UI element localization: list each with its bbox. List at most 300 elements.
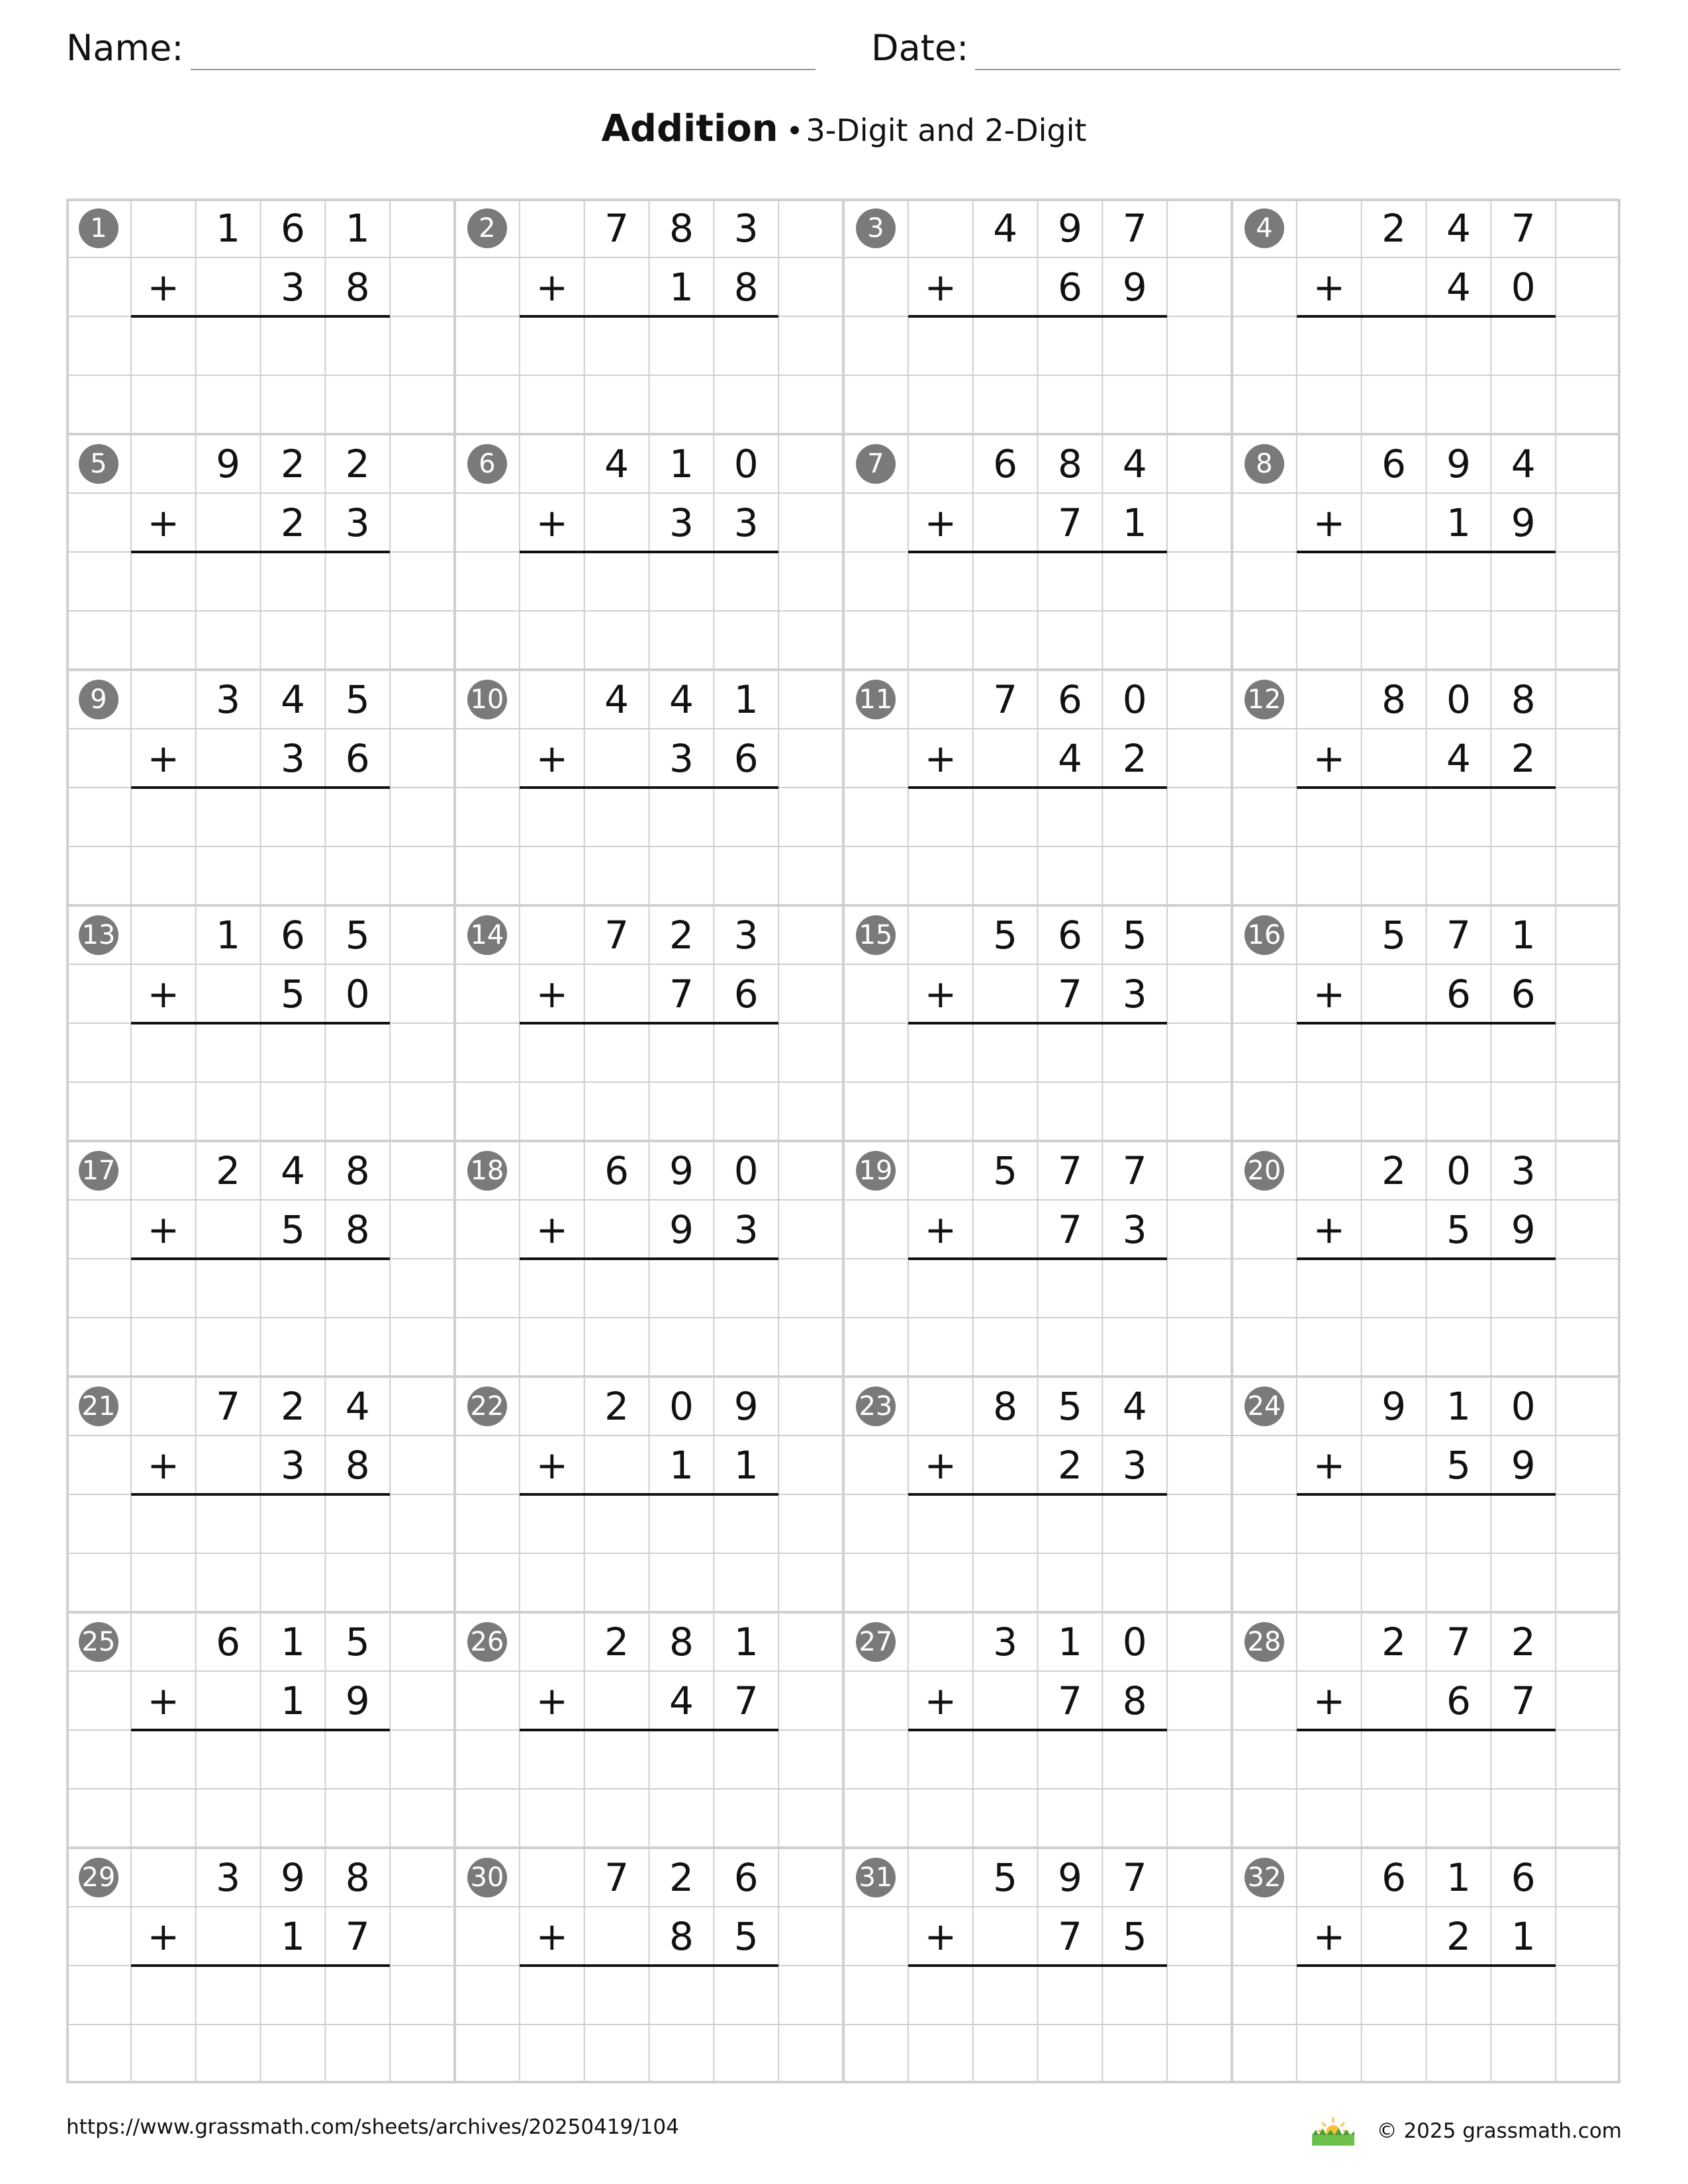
answer-cell[interactable] <box>196 316 261 375</box>
plus-sign: + <box>147 264 180 310</box>
addend-digit: 0 <box>1122 1619 1147 1664</box>
answer-cell[interactable] <box>585 1730 649 1789</box>
addend-digit: 4 <box>604 676 630 722</box>
answer-cell[interactable] <box>1491 316 1556 375</box>
addend-digit: 0 <box>1511 1383 1536 1429</box>
answer-cell[interactable] <box>1362 788 1427 846</box>
answer-cell[interactable] <box>1427 1966 1491 2025</box>
answer-cell[interactable] <box>1102 552 1167 611</box>
problem-number-badge: 27 <box>856 1622 896 1662</box>
problem-number-badge: 14 <box>467 915 507 955</box>
answer-cell[interactable] <box>1491 788 1556 846</box>
answer-cell[interactable] <box>520 1259 585 1318</box>
addend-digit: 2 <box>280 441 305 486</box>
addend-digit: 2 <box>1057 1442 1082 1488</box>
answer-cell[interactable] <box>1491 1494 1556 1553</box>
plus-sign: + <box>147 735 180 781</box>
answer-cell[interactable] <box>520 552 585 611</box>
answer-cell[interactable] <box>520 1730 585 1789</box>
addend-digit: 3 <box>1511 1148 1536 1193</box>
addend-digit: 4 <box>1057 735 1082 781</box>
title-subtitle: 3-Digit and 2-Digit <box>806 113 1087 148</box>
answer-cell[interactable] <box>1102 1259 1167 1318</box>
addend-digit: 1 <box>1446 500 1471 545</box>
addend-digit: 0 <box>1511 264 1536 310</box>
addend-digit: 7 <box>1057 1913 1082 1959</box>
addend-digit: 3 <box>1122 1442 1147 1488</box>
answer-cell[interactable] <box>973 1494 1038 1553</box>
addend-digit: 6 <box>604 1148 630 1193</box>
problem-number-badge: 28 <box>1244 1622 1284 1662</box>
addend-digit: 1 <box>669 441 694 486</box>
plus-sign: + <box>536 1913 569 1959</box>
answer-cell[interactable] <box>649 788 714 846</box>
addend-digit: 2 <box>604 1619 630 1664</box>
answer-cell[interactable] <box>196 1494 261 1553</box>
answer-cell[interactable] <box>520 788 585 846</box>
problem-number-badge: 18 <box>467 1151 507 1191</box>
addend-digit: 2 <box>216 1148 241 1193</box>
addend-digit: 9 <box>733 1383 759 1429</box>
answer-cell[interactable] <box>973 1259 1038 1318</box>
answer-cell[interactable] <box>649 1966 714 2025</box>
answer-cell[interactable] <box>261 316 326 375</box>
addend-digit: 8 <box>345 1854 370 1900</box>
answer-cell[interactable] <box>520 1023 585 1082</box>
answer-cell[interactable] <box>1038 1023 1103 1082</box>
answer-cell[interactable] <box>1362 316 1427 375</box>
answer-cell[interactable] <box>585 1023 649 1082</box>
worksheet-title <box>0 106 1688 161</box>
addend-digit: 6 <box>280 912 305 958</box>
addend-digit: 2 <box>1446 1913 1471 1959</box>
addend-digit: 6 <box>345 735 370 781</box>
answer-cell[interactable] <box>714 1966 778 2025</box>
answer-cell[interactable] <box>325 1730 390 1789</box>
addend-digit: 2 <box>1511 735 1536 781</box>
addend-digit: 3 <box>733 205 759 251</box>
answer-cell[interactable] <box>908 1494 973 1553</box>
addend-digit: 5 <box>1122 1913 1147 1959</box>
problem-number-badge: 8 <box>1244 444 1284 484</box>
addend-digit: 5 <box>993 1148 1018 1193</box>
problem-number-badge: 9 <box>79 680 118 719</box>
addend-digit: 7 <box>993 676 1018 722</box>
addend-digit: 5 <box>1382 912 1407 958</box>
addend-digit: 5 <box>1446 1206 1471 1252</box>
addend-digit: 4 <box>604 441 630 486</box>
addend-digit: 9 <box>1122 264 1147 310</box>
addend-digit: 4 <box>669 676 694 722</box>
addend-digit: 6 <box>1511 1854 1536 1900</box>
plus-sign: + <box>147 500 180 545</box>
addend-digit: 3 <box>216 676 241 722</box>
answer-cell[interactable] <box>131 1494 196 1553</box>
answer-cell[interactable] <box>1102 316 1167 375</box>
addend-digit: 8 <box>1122 1678 1147 1723</box>
answer-cell[interactable] <box>1362 552 1427 611</box>
answer-cell[interactable] <box>261 552 326 611</box>
answer-cell[interactable] <box>973 1023 1038 1082</box>
plus-sign: + <box>924 735 957 781</box>
answer-cell[interactable] <box>1491 552 1556 611</box>
problem-number-badge: 20 <box>1244 1151 1284 1191</box>
addend-digit: 4 <box>669 1678 694 1723</box>
answer-cell[interactable] <box>1427 1494 1491 1553</box>
answer-cell[interactable] <box>1102 1023 1167 1082</box>
plus-sign: + <box>536 971 569 1017</box>
addend-digit: 4 <box>1446 205 1471 251</box>
addend-digit: 0 <box>733 441 759 486</box>
date-field[interactable] <box>871 24 1620 70</box>
addend-digit: 7 <box>604 205 630 251</box>
answer-cell[interactable] <box>714 316 778 375</box>
answer-cell[interactable] <box>1038 1494 1103 1553</box>
addend-digit: 1 <box>216 912 241 958</box>
name-field[interactable] <box>66 24 816 70</box>
answer-cell[interactable] <box>1427 1730 1491 1789</box>
answer-cell[interactable] <box>325 1023 390 1082</box>
addend-digit: 5 <box>280 971 305 1017</box>
answer-cell[interactable] <box>196 788 261 846</box>
answer-cell[interactable] <box>649 1494 714 1553</box>
answer-cell[interactable] <box>1038 552 1103 611</box>
addend-digit: 3 <box>216 1854 241 1900</box>
addend-digit: 7 <box>1057 971 1082 1017</box>
addend-digit: 5 <box>733 1913 759 1959</box>
addend-digit: 5 <box>1446 1442 1471 1488</box>
addend-digit: 7 <box>1057 500 1082 545</box>
addend-digit: 4 <box>280 1148 305 1193</box>
addend-digit: 8 <box>993 1383 1018 1429</box>
answer-cell[interactable] <box>1038 316 1103 375</box>
addend-digit: 9 <box>1511 1442 1536 1488</box>
answer-cell[interactable] <box>131 788 196 846</box>
answer-cell[interactable] <box>261 1023 326 1082</box>
answer-cell[interactable] <box>714 552 778 611</box>
answer-cell[interactable] <box>1102 1730 1167 1789</box>
addend-digit: 8 <box>669 1619 694 1664</box>
addend-digit: 4 <box>1511 441 1536 486</box>
problem-number-badge: 21 <box>79 1387 118 1426</box>
addend-digit: 1 <box>1446 1383 1471 1429</box>
addend-digit: 6 <box>280 205 305 251</box>
answer-cell[interactable] <box>1427 316 1491 375</box>
answer-cell[interactable] <box>585 1494 649 1553</box>
addend-digit: 1 <box>1511 1913 1536 1959</box>
addend-digit: 4 <box>1122 441 1147 486</box>
answer-cell[interactable] <box>131 1966 196 2025</box>
answer-cell[interactable] <box>131 1259 196 1318</box>
addend-digit: 9 <box>1446 441 1471 486</box>
addend-digit: 7 <box>1057 1206 1082 1252</box>
answer-cell[interactable] <box>520 1966 585 2025</box>
answer-cell[interactable] <box>1102 788 1167 846</box>
answer-cell[interactable] <box>520 1494 585 1553</box>
answer-cell[interactable] <box>585 552 649 611</box>
date-line[interactable] <box>975 23 1620 70</box>
addend-digit: 3 <box>280 264 305 310</box>
answer-cell[interactable] <box>1362 1966 1427 2025</box>
answer-cell[interactable] <box>131 552 196 611</box>
addend-digit: 7 <box>604 912 630 958</box>
answer-cell[interactable] <box>908 1023 973 1082</box>
answer-cell[interactable] <box>1038 788 1103 846</box>
answer-cell[interactable] <box>1491 1966 1556 2025</box>
answer-cell[interactable] <box>1297 1966 1362 2025</box>
addend-digit: 6 <box>993 441 1018 486</box>
answer-cell[interactable] <box>1297 316 1362 375</box>
addend-digit: 3 <box>345 500 370 545</box>
addend-digit: 7 <box>669 971 694 1017</box>
problem-number-badge: 4 <box>1244 208 1284 248</box>
answer-cell[interactable] <box>973 788 1038 846</box>
addend-digit: 0 <box>1446 676 1471 722</box>
problem-number-badge: 5 <box>79 444 118 484</box>
answer-cell[interactable] <box>908 316 973 375</box>
addend-digit: 9 <box>1511 500 1536 545</box>
answer-cell[interactable] <box>908 552 973 611</box>
answer-cell[interactable] <box>1362 1259 1427 1318</box>
addend-digit: 7 <box>1057 1148 1082 1193</box>
answer-cell[interactable] <box>1491 1023 1556 1082</box>
addend-digit: 8 <box>733 264 759 310</box>
name-line[interactable] <box>191 23 816 70</box>
plus-sign: + <box>1313 264 1346 310</box>
title-separator: • <box>786 114 804 148</box>
addend-digit: 7 <box>1122 205 1147 251</box>
addend-digit: 7 <box>216 1383 241 1429</box>
addend-digit: 6 <box>1057 676 1082 722</box>
problem-number-badge: 30 <box>467 1858 507 1897</box>
plus-sign: + <box>147 1913 180 1959</box>
plus-sign: + <box>924 264 957 310</box>
addend-digit: 0 <box>733 1148 759 1193</box>
addend-digit: 6 <box>1382 441 1407 486</box>
problem-number-badge: 7 <box>856 444 896 484</box>
plus-sign: + <box>1313 500 1346 545</box>
answer-cell[interactable] <box>1491 1730 1556 1789</box>
answer-cell[interactable] <box>908 1730 973 1789</box>
footer-url: https://www.grassmath.com/sheets/archives/20250419/104 <box>66 2115 679 2139</box>
answer-cell[interactable] <box>649 1259 714 1318</box>
answer-cell[interactable] <box>261 788 326 846</box>
addend-digit: 5 <box>345 1619 370 1664</box>
answer-cell[interactable] <box>131 1730 196 1789</box>
addend-digit: 6 <box>1511 971 1536 1017</box>
answer-cell[interactable] <box>585 316 649 375</box>
answer-cell[interactable] <box>196 1023 261 1082</box>
addend-digit: 2 <box>280 500 305 545</box>
addend-digit: 2 <box>1382 1619 1407 1664</box>
answer-cell[interactable] <box>1297 1494 1362 1553</box>
answer-cell[interactable] <box>1038 1259 1103 1318</box>
answer-cell[interactable] <box>973 316 1038 375</box>
answer-cell[interactable] <box>261 1966 326 2025</box>
addend-digit: 8 <box>345 264 370 310</box>
addend-digit: 1 <box>216 205 241 251</box>
name-label: Name: <box>66 27 184 69</box>
addend-digit: 1 <box>669 1442 694 1488</box>
answer-cell[interactable] <box>1297 1259 1362 1318</box>
plus-sign: + <box>147 1442 180 1488</box>
answer-cell[interactable] <box>1491 1259 1556 1318</box>
answer-cell[interactable] <box>1297 1730 1362 1789</box>
addend-digit: 6 <box>1057 912 1082 958</box>
problem-number-badge: 3 <box>856 208 896 248</box>
addend-digit: 7 <box>1122 1148 1147 1193</box>
addend-digit: 8 <box>669 1913 694 1959</box>
answer-cell[interactable] <box>908 1259 973 1318</box>
addend-digit: 1 <box>669 264 694 310</box>
addend-digit: 4 <box>993 205 1018 251</box>
answer-cell[interactable] <box>973 1730 1038 1789</box>
answer-cell[interactable] <box>908 1966 973 2025</box>
plus-sign: + <box>536 1206 569 1252</box>
grass-sun-logo-icon <box>1309 2115 1357 2147</box>
answer-cell[interactable] <box>1427 788 1491 846</box>
addend-digit: 4 <box>280 676 305 722</box>
plus-sign: + <box>924 1206 957 1252</box>
addend-digit: 1 <box>345 205 370 251</box>
answer-cell[interactable] <box>1102 1494 1167 1553</box>
answer-cell[interactable] <box>261 1259 326 1318</box>
problem-number-badge: 24 <box>1244 1387 1284 1426</box>
addend-digit: 6 <box>733 971 759 1017</box>
answer-cell[interactable] <box>1362 1730 1427 1789</box>
answer-cell[interactable] <box>649 1730 714 1789</box>
problem-number-badge: 13 <box>79 915 118 955</box>
problem-grid <box>66 199 1620 2083</box>
addend-digit: 1 <box>1511 912 1536 958</box>
answer-cell[interactable] <box>131 316 196 375</box>
answer-cell[interactable] <box>325 316 390 375</box>
answer-cell[interactable] <box>585 1966 649 2025</box>
addend-digit: 8 <box>345 1442 370 1488</box>
addend-digit: 2 <box>1382 205 1407 251</box>
answer-cell[interactable] <box>1427 1023 1491 1082</box>
addend-digit: 1 <box>733 676 759 722</box>
addend-digit: 5 <box>345 912 370 958</box>
addend-digit: 2 <box>669 912 694 958</box>
addend-digit: 7 <box>1511 1678 1536 1723</box>
answer-cell[interactable] <box>1362 1023 1427 1082</box>
answer-cell[interactable] <box>714 1730 778 1789</box>
addend-digit: 6 <box>1057 264 1082 310</box>
answer-cell[interactable] <box>325 1259 390 1318</box>
addend-digit: 7 <box>733 1678 759 1723</box>
addend-digit: 0 <box>345 971 370 1017</box>
addend-digit: 7 <box>1446 1619 1471 1664</box>
addend-digit: 8 <box>1511 676 1536 722</box>
answer-cell[interactable] <box>325 788 390 846</box>
problem-number-badge: 25 <box>79 1622 118 1662</box>
problem-number-badge: 32 <box>1244 1858 1284 1897</box>
answer-cell[interactable] <box>585 788 649 846</box>
date-label: Date: <box>871 27 969 69</box>
addend-digit: 7 <box>1511 205 1536 251</box>
answer-cell[interactable] <box>196 1966 261 2025</box>
addend-digit: 3 <box>733 500 759 545</box>
addend-digit: 3 <box>733 912 759 958</box>
answer-cell[interactable] <box>1297 552 1362 611</box>
addend-digit: 5 <box>993 1854 1018 1900</box>
addend-digit: 6 <box>733 735 759 781</box>
addend-digit: 2 <box>1382 1148 1407 1193</box>
addend-digit: 9 <box>216 441 241 486</box>
addend-digit: 4 <box>1122 1383 1147 1429</box>
addend-digit: 2 <box>669 1854 694 1900</box>
answer-cell[interactable] <box>325 552 390 611</box>
addend-digit: 8 <box>669 205 694 251</box>
answer-cell[interactable] <box>131 1023 196 1082</box>
answer-cell[interactable] <box>1297 1023 1362 1082</box>
answer-cell[interactable] <box>714 1259 778 1318</box>
addend-digit: 9 <box>280 1854 305 1900</box>
problem-number-badge: 11 <box>856 680 896 719</box>
addend-digit: 6 <box>216 1619 241 1664</box>
answer-cell[interactable] <box>973 552 1038 611</box>
answer-cell[interactable] <box>585 1259 649 1318</box>
answer-cell[interactable] <box>1362 1494 1427 1553</box>
addend-digit: 8 <box>1382 676 1407 722</box>
answer-cell[interactable] <box>649 552 714 611</box>
answer-cell[interactable] <box>325 1966 390 2025</box>
answer-cell[interactable] <box>196 552 261 611</box>
answer-cell[interactable] <box>261 1494 326 1553</box>
answer-cell[interactable] <box>1038 1730 1103 1789</box>
plus-sign: + <box>1313 1206 1346 1252</box>
addend-digit: 1 <box>1122 500 1147 545</box>
answer-cell[interactable] <box>261 1730 326 1789</box>
answer-cell[interactable] <box>196 1730 261 1789</box>
answer-cell[interactable] <box>714 1023 778 1082</box>
answer-cell[interactable] <box>714 788 778 846</box>
addend-digit: 3 <box>669 735 694 781</box>
addend-digit: 3 <box>993 1619 1018 1664</box>
plus-sign: + <box>536 500 569 545</box>
addend-digit: 4 <box>345 1383 370 1429</box>
answer-cell[interactable] <box>649 316 714 375</box>
answer-cell[interactable] <box>520 316 585 375</box>
addend-digit: 8 <box>345 1206 370 1252</box>
answer-cell[interactable] <box>649 1023 714 1082</box>
addend-digit: 7 <box>1122 1854 1147 1900</box>
answer-cell[interactable] <box>1102 1966 1167 2025</box>
answer-cell[interactable] <box>325 1494 390 1553</box>
answer-cell[interactable] <box>196 1259 261 1318</box>
answer-cell[interactable] <box>1427 1259 1491 1318</box>
problem-number-badge: 17 <box>79 1151 118 1191</box>
plus-sign: + <box>1313 1678 1346 1723</box>
addend-digit: 9 <box>1382 1383 1407 1429</box>
addend-digit: 9 <box>669 1206 694 1252</box>
answer-cell[interactable] <box>973 1966 1038 2025</box>
addend-digit: 9 <box>669 1148 694 1193</box>
plus-sign: + <box>536 1678 569 1723</box>
addend-digit: 1 <box>1057 1619 1082 1664</box>
addend-digit: 2 <box>1511 1619 1536 1664</box>
problem-number-badge: 16 <box>1244 915 1284 955</box>
addend-digit: 2 <box>280 1383 305 1429</box>
answer-cell[interactable] <box>1427 552 1491 611</box>
plus-sign: + <box>924 500 957 545</box>
answer-cell[interactable] <box>1297 788 1362 846</box>
answer-cell[interactable] <box>908 788 973 846</box>
footer-copyright-block <box>1309 2115 1622 2147</box>
answer-cell[interactable] <box>1038 1966 1103 2025</box>
answer-cell[interactable] <box>714 1494 778 1553</box>
